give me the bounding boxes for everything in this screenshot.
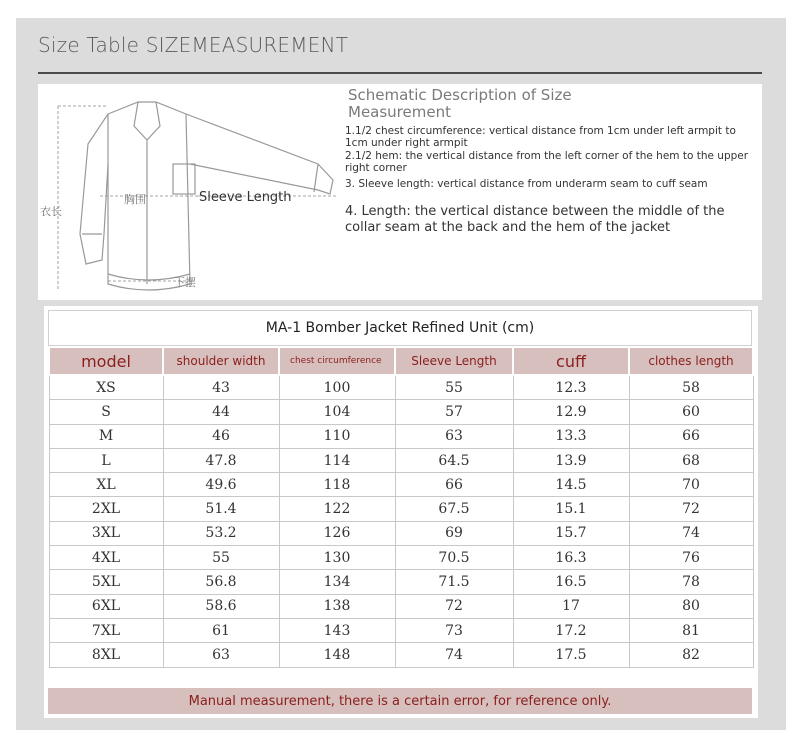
title-divider — [38, 72, 762, 74]
cell-clothes-length: 78 — [629, 570, 753, 594]
cell-clothes-length: 70 — [629, 473, 753, 497]
header-cuff: cuff — [513, 347, 629, 375]
cell-chest-circumference: 130 — [279, 546, 395, 570]
cell-chest-circumference: 134 — [279, 570, 395, 594]
cell-chest-circumference: 110 — [279, 424, 395, 448]
cell-cuff: 15.7 — [513, 521, 629, 545]
cell-cuff: 17.5 — [513, 643, 629, 667]
cell-model: L — [49, 448, 163, 472]
cell-cuff: 12.3 — [513, 375, 629, 400]
table-row — [49, 594, 753, 618]
length-label-cn: 衣长 — [40, 205, 62, 218]
schematic-title: Schematic Description of Size Measurement — [348, 86, 572, 121]
cell-shoulder-width: 61 — [163, 618, 279, 642]
cell-clothes-length: 72 — [629, 497, 753, 521]
header-chest-circumference: chest circumference — [279, 347, 395, 375]
cell-shoulder-width: 58.6 — [163, 594, 279, 618]
cell-cuff: 16.5 — [513, 570, 629, 594]
cell-chest-circumference: 104 — [279, 400, 395, 424]
cell-sleeve-length: 55 — [395, 375, 513, 400]
cell-cuff: 17.2 — [513, 618, 629, 642]
header-model: model — [49, 347, 163, 375]
table-row — [49, 424, 753, 448]
cell-shoulder-width: 53.2 — [163, 521, 279, 545]
cell-clothes-length: 82 — [629, 643, 753, 667]
cell-model: 8XL — [49, 643, 163, 667]
chest-label-cn: 胸围 — [124, 193, 146, 206]
cell-model: 7XL — [49, 618, 163, 642]
cell-clothes-length: 74 — [629, 521, 753, 545]
header-shoulder-width: shoulder width — [163, 347, 279, 375]
cell-sleeve-length: 70.5 — [395, 546, 513, 570]
table-row — [49, 643, 753, 667]
cell-sleeve-length: 73 — [395, 618, 513, 642]
table-title: MA-1 Bomber Jacket Refined Unit (cm) — [48, 310, 752, 346]
cell-sleeve-length: 63 — [395, 424, 513, 448]
cell-shoulder-width: 49.6 — [163, 473, 279, 497]
cell-model: 2XL — [49, 497, 163, 521]
cell-clothes-length: 58 — [629, 375, 753, 400]
cell-clothes-length: 80 — [629, 594, 753, 618]
cell-model: S — [49, 400, 163, 424]
cell-sleeve-length: 71.5 — [395, 570, 513, 594]
cell-model: 5XL — [49, 570, 163, 594]
cell-shoulder-width: 47.8 — [163, 448, 279, 472]
cell-sleeve-length: 64.5 — [395, 448, 513, 472]
table-row — [49, 448, 753, 472]
cell-clothes-length: 76 — [629, 546, 753, 570]
cell-model: M — [49, 424, 163, 448]
cell-sleeve-length: 72 — [395, 594, 513, 618]
table-row — [49, 546, 753, 570]
cell-shoulder-width: 63 — [163, 643, 279, 667]
page-title: Size Table SIZEMEASUREMENT — [38, 33, 349, 57]
cell-cuff: 14.5 — [513, 473, 629, 497]
cell-cuff: 12.9 — [513, 400, 629, 424]
cell-cuff: 13.3 — [513, 424, 629, 448]
measurement-note: Manual measurement, there is a certain error, for reference only. — [48, 688, 752, 714]
cell-model: 3XL — [49, 521, 163, 545]
cell-model: XL — [49, 473, 163, 497]
cell-shoulder-width: 44 — [163, 400, 279, 424]
table-row — [49, 570, 753, 594]
cell-shoulder-width: 43 — [163, 375, 279, 400]
size-table — [48, 346, 754, 668]
table-row — [49, 400, 753, 424]
cell-sleeve-length: 69 — [395, 521, 513, 545]
cell-sleeve-length: 67.5 — [395, 497, 513, 521]
cell-chest-circumference: 118 — [279, 473, 395, 497]
cell-chest-circumference: 126 — [279, 521, 395, 545]
jacket-diagram — [38, 84, 338, 300]
cell-shoulder-width: 56.8 — [163, 570, 279, 594]
cell-chest-circumference: 148 — [279, 643, 395, 667]
cell-sleeve-length: 66 — [395, 473, 513, 497]
table-row — [49, 521, 753, 545]
cell-sleeve-length: 74 — [395, 643, 513, 667]
cell-chest-circumference: 114 — [279, 448, 395, 472]
cell-chest-circumference: 143 — [279, 618, 395, 642]
cell-chest-circumference: 138 — [279, 594, 395, 618]
cell-shoulder-width: 51.4 — [163, 497, 279, 521]
description-item-3: 3. Sleeve length: vertical distance from underarm seam to cuff seam — [345, 178, 708, 190]
cell-clothes-length: 60 — [629, 400, 753, 424]
schematic-panel — [38, 84, 762, 300]
table-row — [49, 375, 753, 400]
cell-model: 6XL — [49, 594, 163, 618]
table-body — [49, 375, 753, 667]
header-clothes-length: clothes length — [629, 347, 753, 375]
cell-clothes-length: 81 — [629, 618, 753, 642]
table-row — [49, 618, 753, 642]
cell-chest-circumference: 100 — [279, 375, 395, 400]
description-item-4: 4. Length: the vertical distance between the middle of the collar seam at the back and the hem of the jacket — [345, 204, 725, 235]
size-table-panel — [44, 306, 758, 718]
cell-model: 4XL — [49, 546, 163, 570]
table-row — [49, 473, 753, 497]
table-row — [49, 497, 753, 521]
cell-shoulder-width: 55 — [163, 546, 279, 570]
header-sleeve-length: Sleeve Length — [395, 347, 513, 375]
table-header-row — [49, 347, 753, 375]
cell-clothes-length: 68 — [629, 448, 753, 472]
cell-clothes-length: 66 — [629, 424, 753, 448]
hem-label-cn: 下摆 — [174, 276, 196, 289]
cell-shoulder-width: 46 — [163, 424, 279, 448]
cell-cuff: 17 — [513, 594, 629, 618]
cell-cuff: 13.9 — [513, 448, 629, 472]
cell-chest-circumference: 122 — [279, 497, 395, 521]
cell-sleeve-length: 57 — [395, 400, 513, 424]
sleeve-label: Sleeve Length — [199, 190, 292, 205]
description-item-1: 1.1/2 chest circumference: vertical distance from 1cm under left armpit to 1cm under right armpit — [345, 125, 736, 149]
description-item-2: 2.1/2 hem: the vertical distance from the left corner of the hem to the upper right corner — [345, 150, 749, 174]
cell-model: XS — [49, 375, 163, 400]
cell-cuff: 16.3 — [513, 546, 629, 570]
cell-cuff: 15.1 — [513, 497, 629, 521]
